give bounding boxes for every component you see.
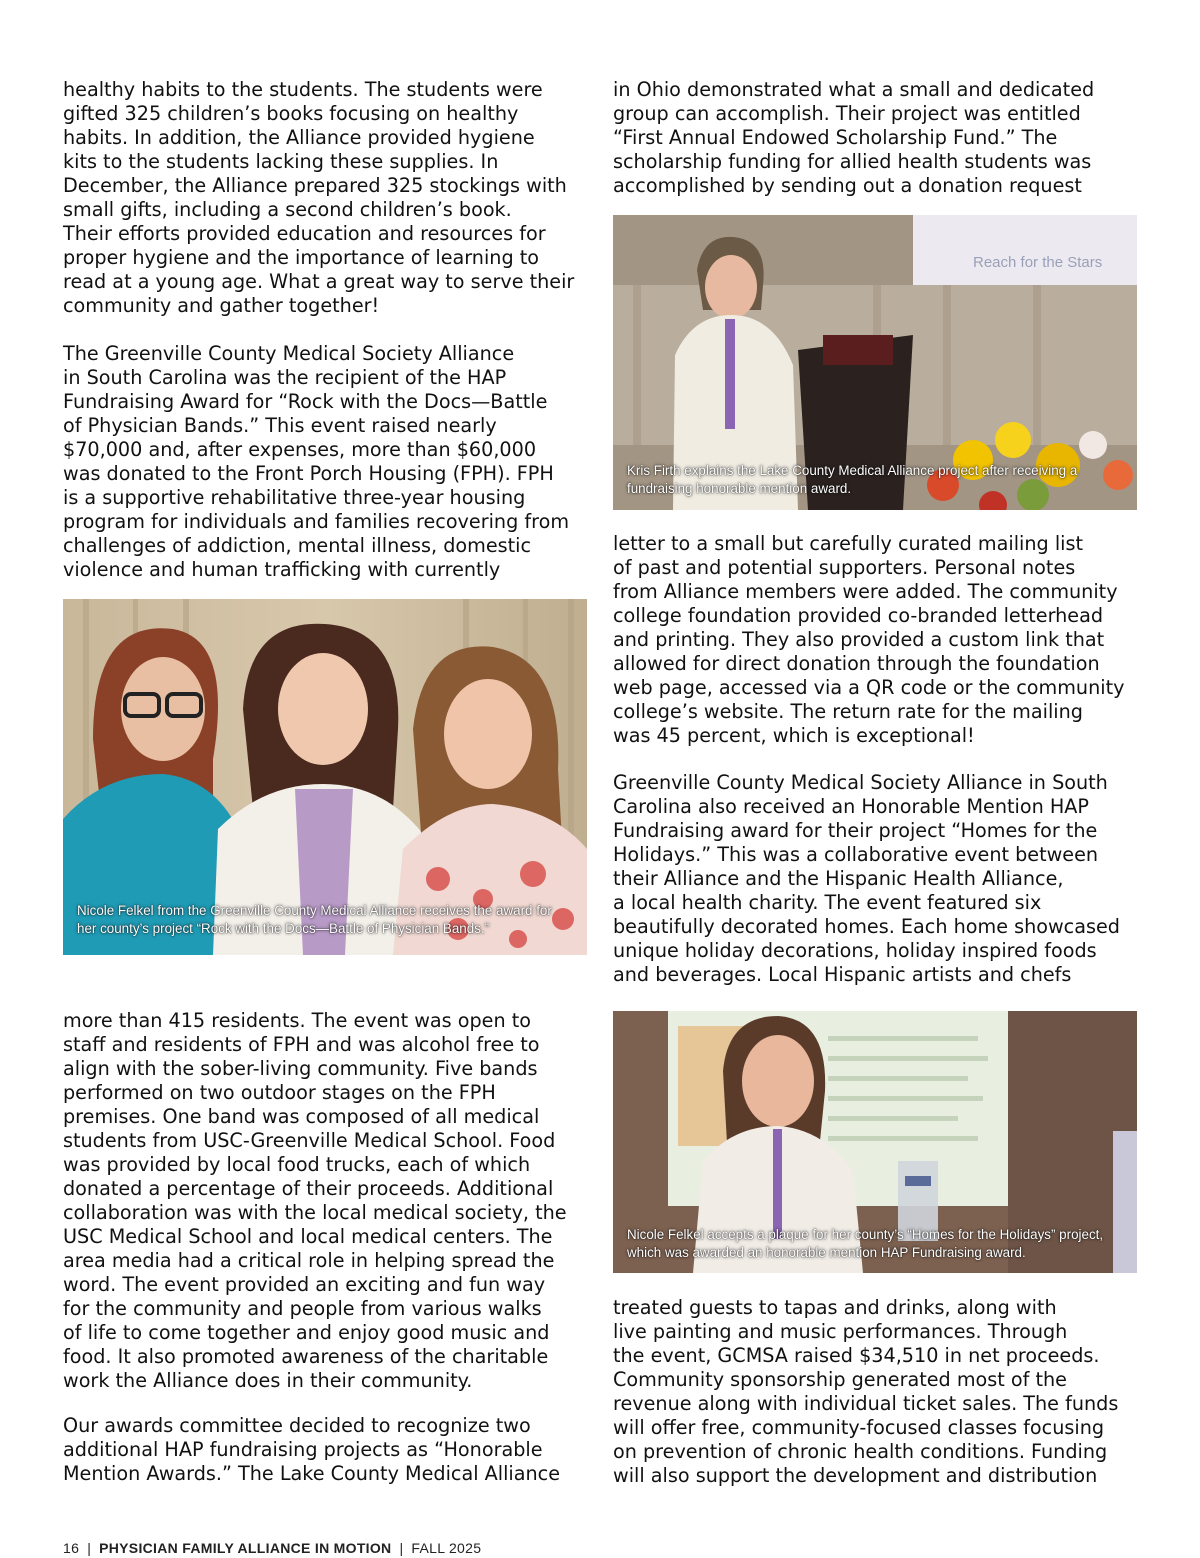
photo-plaque-recipient	[613, 1011, 1137, 1273]
page-footer	[63, 1540, 481, 1556]
photo-caption-kris-firth: Kris Firth explains the Lake County Medical Alliance project after receiving a fundraising honorable mention award.	[627, 463, 1078, 496]
right-paragraph-1: in Ohio demonstrated what a small and dedicated group can accomplish. Their project was entitled “First Annual Endowed Scholarship Fund.” The scholarship funding for allied health students was accomplished by sending out a donation request	[613, 78, 1095, 197]
left-paragraph-1: healthy habits to the students. The students were gifted 325 children’s books focusing on healthy habits. In addition, the Alliance provided hygiene kits to the students lacking these supplies. In December, the Alliance prepared 325 stockings with small gifts, including a second children’s book. Their efforts provided education and resources for proper hygiene and the importance of learning to read at a young age. What a great way to serve their community and gather together!	[63, 78, 575, 317]
footer-separator-1: |	[87, 1540, 92, 1556]
right-paragraph-3: Greenville County Medical Society Alliance in South Carolina also received an Honorable Mention HAP Fundraising award for their project “Homes for the Holidays.” This was a collaborative event between their Alliance and the Hispanic Health Alliance, a local health charity. The event featured six beautifully decorated homes. Each home showcased unique holiday decorations, holiday inspired foods and beverages. Local Hispanic artists and chefs	[613, 771, 1120, 986]
issue-date: FALL 2025	[411, 1540, 482, 1556]
screen-slide-text: Reach for the Stars	[973, 254, 1103, 271]
photo-caption-rock-with-the-docs: Nicole Felkel from the Greenville County Medical Alliance receives the award for her county’s project “Rock with the Docs—Battle of Physician Bands.”	[77, 903, 552, 936]
photo-caption-homes-for-holidays: Nicole Felkel accepts a plaque for her county’s “Homes for the Holidays” project, which was awarded an honorable mention HAP Fundraising award.	[627, 1227, 1104, 1260]
right-paragraph-2: letter to a small but carefully curated mailing list of past and potential supporters. Personal notes from Alliance members were added. The community college foundation provided co-branded letterhead and printing. They also provided a custom link that allowed for direct donation through the foundation web page, accessed via a QR code or the community college’s website. The return rate for the mailing was 45 percent, which is exceptional!	[613, 532, 1125, 747]
right-paragraph-4: treated guests to tapas and drinks, along with live painting and music performances. Through the event, GCMSA raised $34,510 in net proceeds. Community sponsorship generated most of the revenue along with individual ticket sales. The funds will offer free, community-focused classes focusing on prevention of chronic health conditions. Funding will also support the development and distribution	[613, 1296, 1119, 1487]
left-paragraph-3: more than 415 residents. The event was open to staff and residents of FPH and was alcohol free to align with the sober-living community. Five bands performed on two outdoor stages on the FPH premises. One band was composed of all medical students from USC-Greenville Medical School. Food was provided by local food trucks, each of which donated a percentage of their proceeds. Additional collaboration was with the local medical society, the USC Medical School and local medical centers. The area media had a critical role in helping spread the word. The event provided an exciting and fun way for the community and people from various walks of life to come together and enjoy good music and food. It also promoted awareness of the charitable work the Alliance does in their community.	[63, 1009, 567, 1392]
footer-separator-2: |	[399, 1540, 404, 1556]
left-paragraph-4: Our awards committee decided to recognize two additional HAP fundraising projects as “Honorable Mention Awards.” The Lake County Medical Alliance	[63, 1414, 561, 1485]
page-number: 16	[63, 1540, 80, 1556]
publication-name: PHYSICIAN FAMILY ALLIANCE IN MOTION	[99, 1540, 392, 1556]
photo-speaker-podium	[613, 215, 1137, 510]
left-paragraph-2: The Greenville County Medical Society Alliance in South Carolina was the recipient of the HAP Fundraising Award for “Rock with the Docs—Battle of Physician Bands.” This event raised nearly $70,000 and, after expenses, more than $60,000 was donated to the Front Porch Housing (FPH). FPH is a supportive rehabilitative three-year housing program for individuals and families recovering from challenges of addiction, mental illness, domestic violence and human trafficking with currently	[63, 342, 570, 581]
photo-three-women-award	[63, 599, 587, 955]
